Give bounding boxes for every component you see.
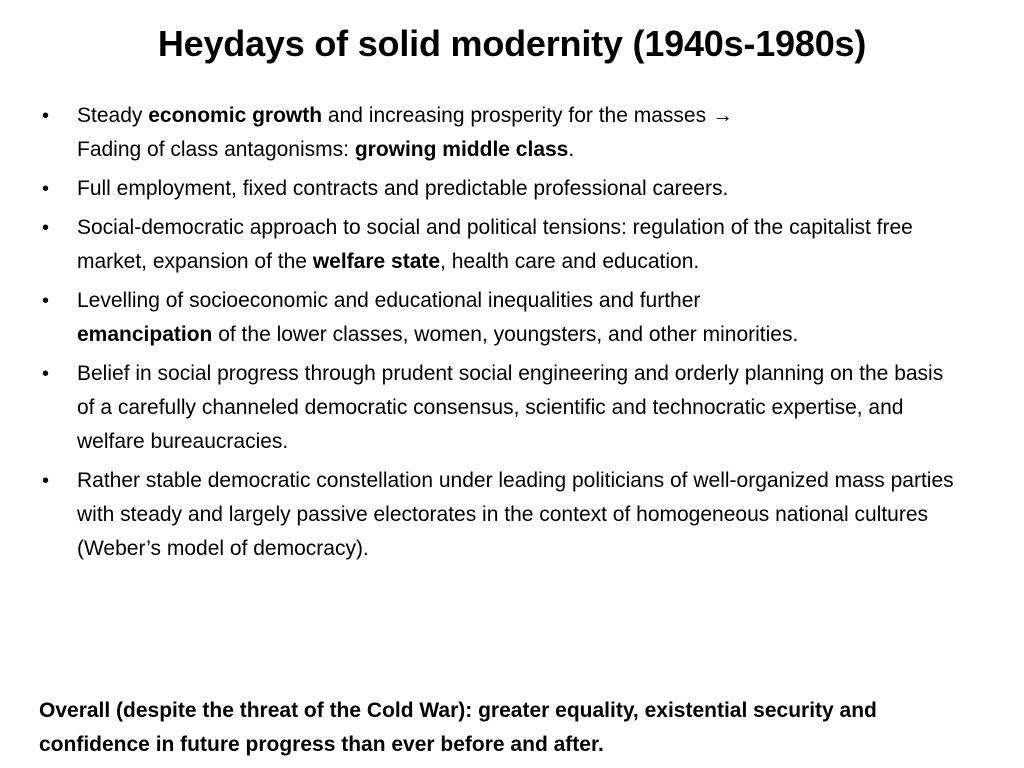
bullet-dot-icon: •: [42, 363, 50, 385]
bullet-emphasis: welfare state: [312, 250, 441, 273]
bullet-text: Full employment, fixed contracts and predictable professional careers.: [77, 177, 729, 200]
bullet-text: Levelling of socioeconomic and educational inequalities and further: [77, 289, 701, 312]
bullet-text: Steady: [77, 104, 149, 127]
bullet-item: [34, 211, 964, 279]
bullet-text: and increasing prosperity for the masses: [322, 104, 712, 127]
bullet-text: , health care and education.: [440, 250, 700, 273]
bullet-text: Rather stable democratic constellation under leading politicians of well-organized mass parties with steady and largely passive electorates in the context of homogeneous national cultures (Weber’s model of democracy).: [77, 469, 954, 560]
bullet-text: of the lower classes, women, youngsters, and other minorities.: [212, 323, 799, 346]
bullet-item: [34, 464, 964, 566]
bullet-item: [34, 284, 964, 352]
bullet-text: Belief in social progress through prudent social engineering and orderly planning on the basis of a carefully channeled democratic consensus, scientific and technocratic expertise, and welfare bureaucracies.: [77, 362, 944, 453]
slide-title: Heydays of solid modernity (1940s-1980s): [157, 23, 867, 64]
bullet-text: .: [568, 138, 575, 161]
bullet-item: [34, 99, 964, 167]
bullet-dot-icon: •: [42, 290, 50, 312]
bullet-dot-icon: •: [42, 178, 50, 200]
bullet-emphasis: growing middle class: [354, 138, 569, 161]
bullet-list: [34, 99, 964, 571]
bullet-item: [34, 357, 964, 459]
bullet-dot-icon: •: [42, 217, 50, 239]
summary-conclusion: Overall (despite the threat of the Cold War): greater equality, existential security and confidence in future progress than ever before and after.: [39, 699, 877, 756]
bullet-item: [34, 172, 964, 206]
bullet-text: Social-democratic approach to social and political tensions: regulation of the capitalist free market, expansion of the: [77, 216, 913, 273]
bullet-dot-icon: •: [42, 105, 50, 127]
bullet-emphasis: emancipation: [77, 323, 213, 346]
bullet-text: Fading of class antagonisms:: [77, 138, 355, 161]
bullet-dot-icon: •: [42, 470, 50, 492]
arrow-right-icon: →: [711, 104, 733, 127]
bullet-emphasis: economic growth: [148, 104, 323, 127]
